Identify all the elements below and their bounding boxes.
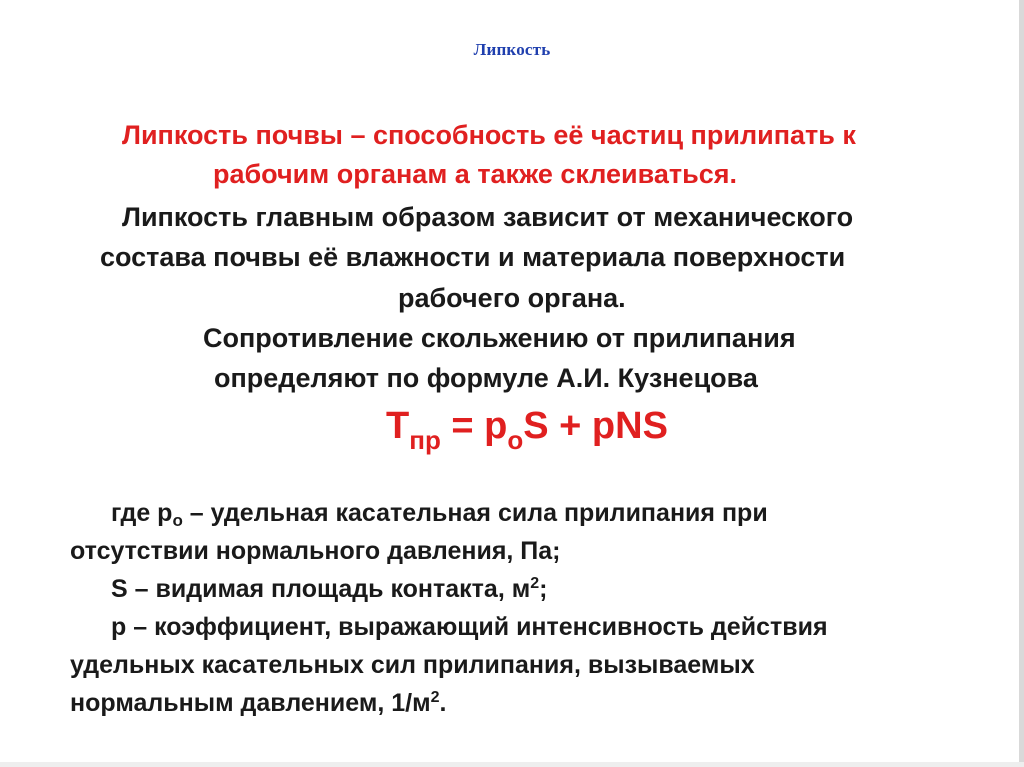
definition-line-1: Липкость почвы – способность её частиц прилипать к xyxy=(122,120,856,150)
slide-right-edge xyxy=(1019,0,1024,767)
where-line-5: удельных касательных сил прилипания, вызываемых xyxy=(70,651,755,679)
dependency-line-2: состава почвы её влажности и материала поверхности xyxy=(100,242,846,272)
where-line-2: отсутствии нормального давления, Па; xyxy=(70,537,561,565)
where-line-1-subscript: о xyxy=(172,511,183,530)
where-line-6-superscript: 2 xyxy=(430,689,440,706)
formula-t-subscript: пр xyxy=(409,425,441,455)
where-line-6 xyxy=(70,684,446,722)
where-line-3-end: ; xyxy=(539,575,548,603)
where-line-3-start: S – видимая площадь контакта, м xyxy=(111,575,531,603)
resistance-line-2: определяют по формуле А.И. Кузнецова xyxy=(214,363,758,393)
dependency-line-3: рабочего органа. xyxy=(398,283,626,313)
where-line-1-start: где р xyxy=(111,499,173,527)
where-line-6-start: нормальным давлением, 1/м xyxy=(70,689,431,717)
where-line-3-superscript: 2 xyxy=(530,575,540,592)
where-line-6-end: . xyxy=(439,689,447,717)
definition-line-2: рабочим органам а также склеиваться. xyxy=(213,159,737,189)
kuznetsov-formula xyxy=(0,405,1024,455)
where-line-1-end: – удельная касательная сила прилипания при xyxy=(182,499,768,527)
slide-title: Липкость xyxy=(473,40,551,59)
formula-t: Т xyxy=(386,405,410,447)
where-line-1 xyxy=(111,494,768,532)
resistance-line-1: Сопротивление скольжению от прилипания xyxy=(203,323,796,353)
where-line-4: р – коэффициент, выражающий интенсивность действия xyxy=(111,613,828,641)
formula-equals-p: = р xyxy=(440,405,508,447)
where-line-3 xyxy=(111,570,547,608)
formula-rest: S + рNS xyxy=(523,405,668,447)
dependency-line-1: Липкость главным образом зависит от механического xyxy=(122,202,854,232)
formula-p-subscript: о xyxy=(507,425,524,455)
slide-bottom-edge xyxy=(0,762,1024,767)
